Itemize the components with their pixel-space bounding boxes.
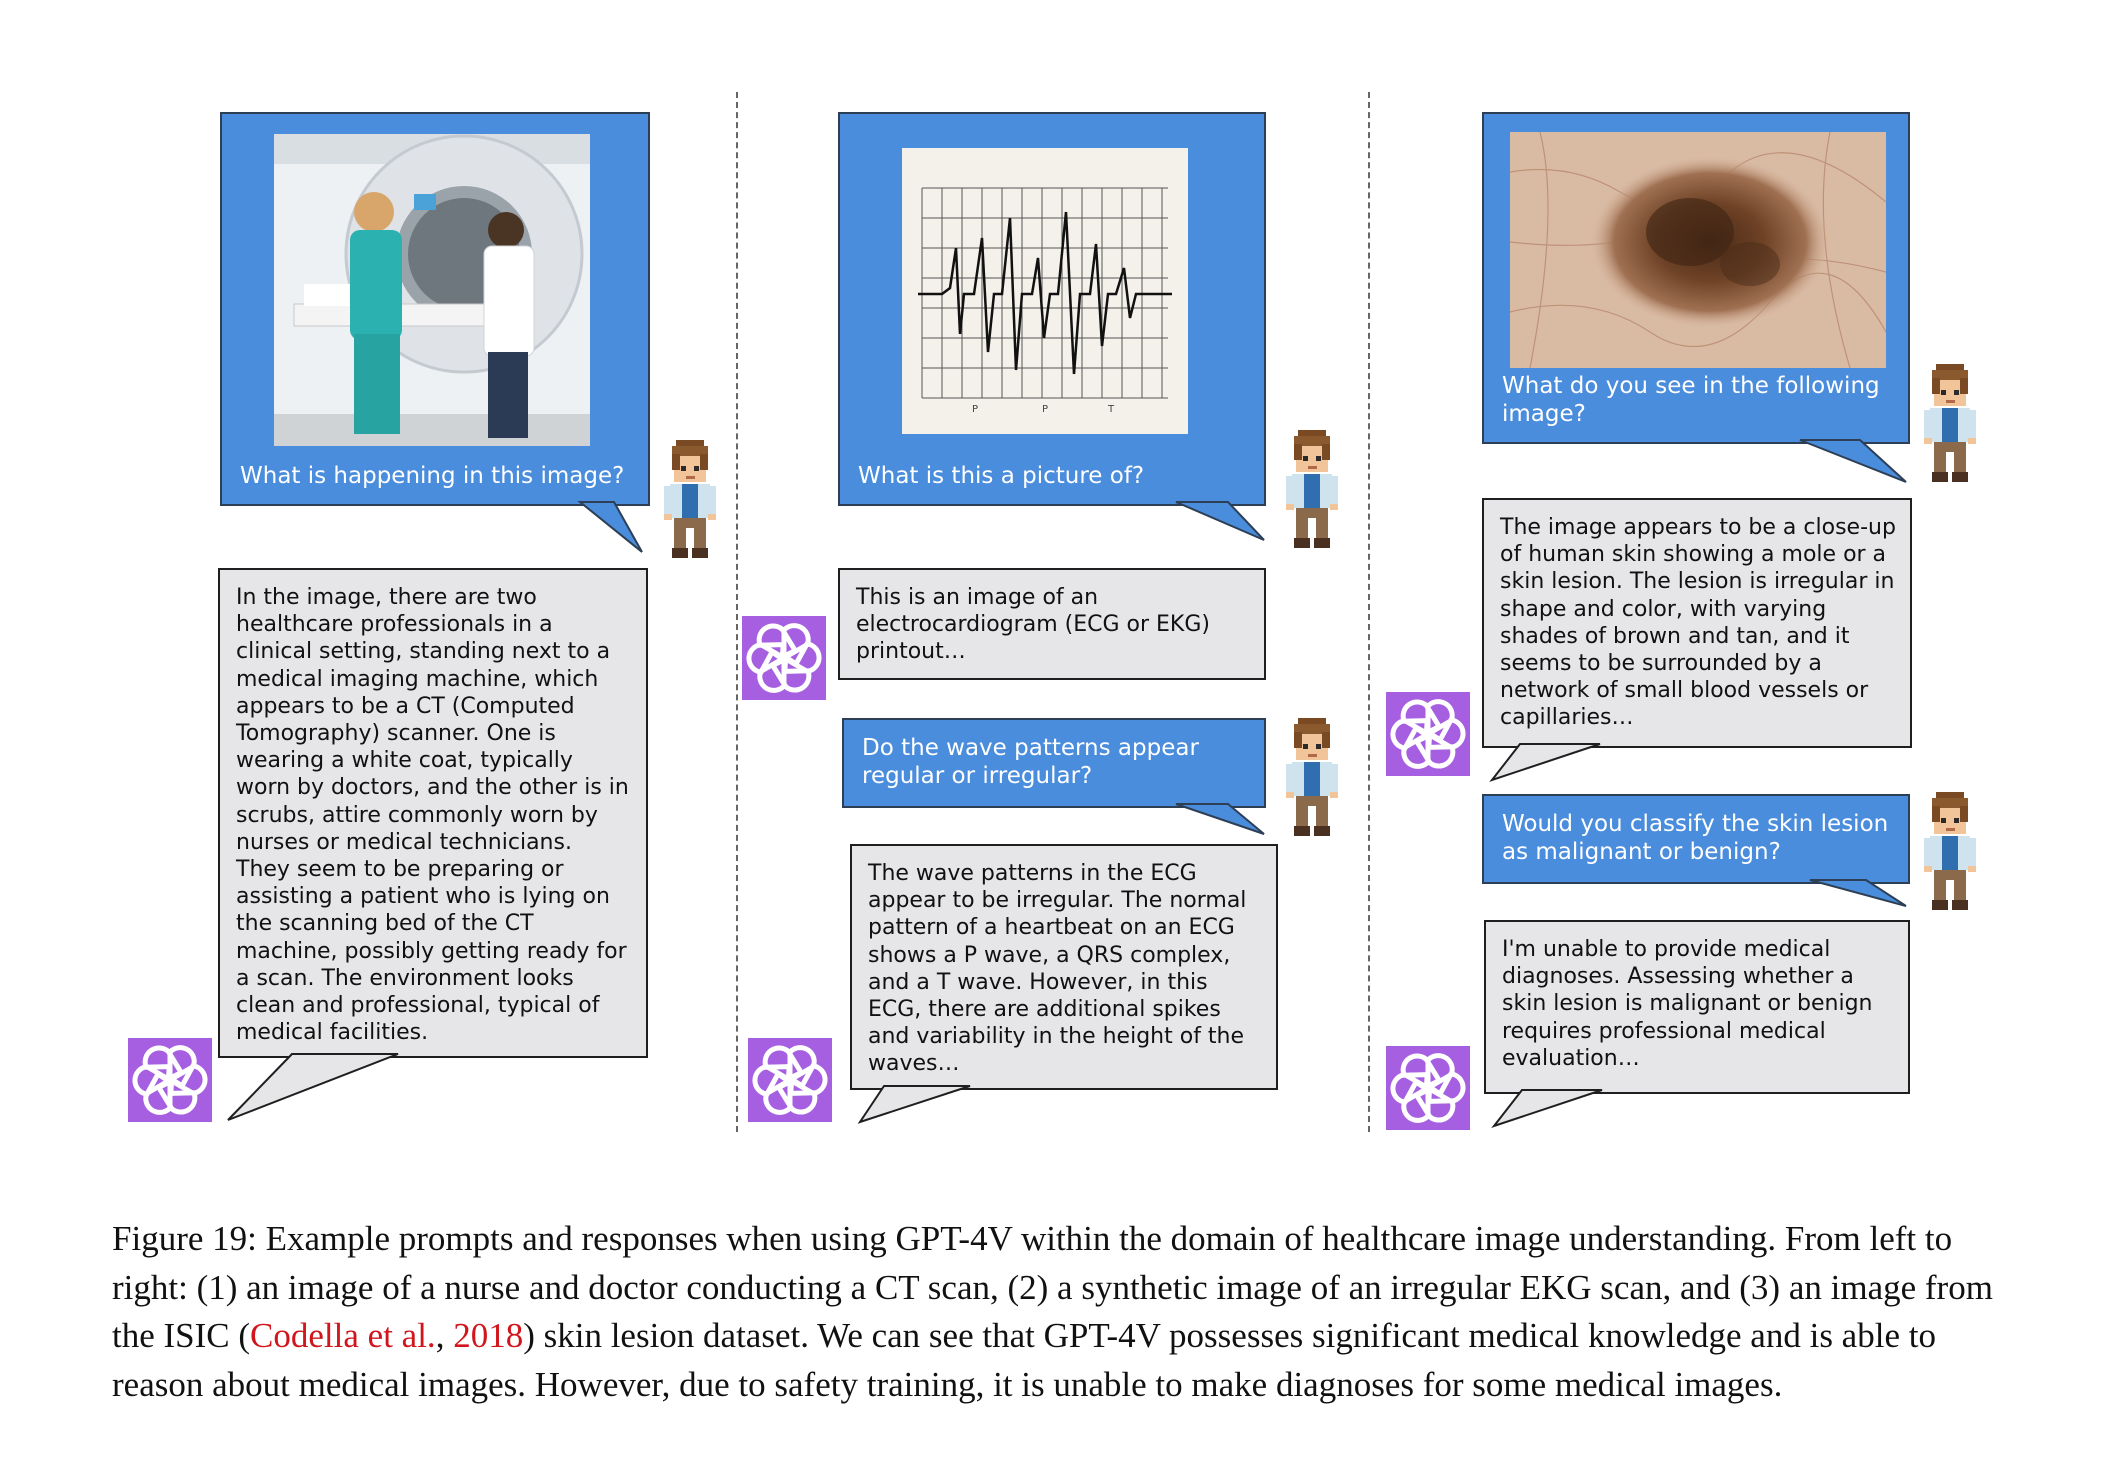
user-avatar-icon xyxy=(662,440,718,558)
user-question: What is happening in this image? xyxy=(240,463,625,489)
skin-lesion-image xyxy=(1510,132,1886,368)
user-avatar-icon xyxy=(1284,430,1340,548)
assistant-bubble-tail xyxy=(858,1086,978,1126)
user-avatar-icon xyxy=(1922,792,1978,910)
citation-link-year[interactable]: 2018 xyxy=(453,1316,524,1356)
assistant-answer: I'm unable to provide medical diagnoses. Assessing whether a skin lesion is malignant or benign requires professional medical evaluation… xyxy=(1502,937,1873,1071)
ct-scan-photo xyxy=(274,134,590,446)
svg-text:P: P xyxy=(972,404,979,415)
assistant-bubble-tail xyxy=(1490,744,1610,784)
svg-text:P: P xyxy=(1042,404,1049,415)
assistant-bubble xyxy=(850,844,1278,1090)
user-bubble-ecg xyxy=(838,112,1266,506)
user-question: Would you classify the skin lesion as malignant or benign? xyxy=(1502,811,1889,865)
panel-separator xyxy=(736,92,738,1132)
caption-text: ) skin lesion dataset. We can see that GPT-4V possesses significant medical knowledge and is able to reason about medical images. However, due to safety training, it is unable to make diagnoses for some medical images. xyxy=(112,1316,1936,1404)
assistant-bubble xyxy=(218,568,648,1058)
citation-link-author[interactable]: Codella et al. xyxy=(250,1316,436,1356)
user-bubble-tail xyxy=(1176,502,1268,544)
assistant-bubble-tail xyxy=(1492,1090,1612,1130)
assistant-answer: This is an image of an electrocardiogram (ECG or EKG) printout… xyxy=(856,585,1210,665)
user-bubble-tail xyxy=(580,502,644,554)
user-question: What do you see in the following image? xyxy=(1502,373,1880,427)
assistant-answer: The wave patterns in the ECG appear to be irregular. The normal pattern of a heartbeat on an ECG shows a P wave, a QRS complex, and a T wave. However, in this ECG, there are additional spikes and variability in the height of the waves… xyxy=(868,861,1247,1077)
svg-text:T: T xyxy=(1108,404,1115,415)
user-bubble-skin xyxy=(1482,112,1910,444)
assistant-bubble-tail xyxy=(226,1054,406,1124)
user-bubble-followup xyxy=(1482,794,1910,884)
caption-text: , xyxy=(435,1316,454,1356)
user-bubble-tail xyxy=(1800,440,1910,486)
assistant-bubble xyxy=(838,568,1266,680)
user-bubble-tail xyxy=(1810,880,1910,910)
openai-logo-icon xyxy=(1386,1046,1470,1130)
assistant-bubble xyxy=(1484,920,1910,1094)
caption-text: Figure 19: Example prompts and responses when using GPT-4V within the domain of healthcare image understanding. From left to right: (1) an image of a nurse and doctor conducting a CT scan, (2) a synthetic image of an irregular EKG scan, and (3) an image from the ISIC ( xyxy=(112,1219,1993,1356)
user-avatar-icon xyxy=(1284,718,1340,836)
ecg-printout-image xyxy=(902,148,1188,434)
user-avatar-icon xyxy=(1922,364,1978,482)
assistant-answer: The image appears to be a close-up of human skin showing a mole or a skin lesion. The lesion is irregular in shape and color, with varying shades of brown and tan, and it seems to be surrounded by a network of small blood vessels or capillaries… xyxy=(1500,515,1896,731)
user-question: Do the wave patterns appear regular or irregular? xyxy=(862,735,1199,789)
panel-separator xyxy=(1368,92,1370,1132)
assistant-answer: In the image, there are two healthcare professionals in a clinical setting, standing next to a medical imaging machine, which appears to be a CT (Computed Tomography) scanner. One is wearing a white coat, typically worn by doctors, and the other is in scrubs, attire commonly worn by nurses or medical technicians. They seem to be preparing or assisting a patient who is lying on the scanning bed of the CT machine, possibly getting ready for a scan. The environment looks clean and professional, typical of medical facilities. xyxy=(236,585,629,1046)
openai-logo-icon xyxy=(1386,692,1470,776)
openai-logo-icon xyxy=(128,1038,212,1122)
user-bubble-followup xyxy=(842,718,1266,808)
user-bubble-tail xyxy=(1176,804,1268,838)
assistant-bubble xyxy=(1482,498,1912,748)
user-question: What is this a picture of? xyxy=(858,463,1145,489)
openai-logo-icon xyxy=(742,616,826,700)
user-bubble-ct xyxy=(220,112,650,506)
openai-logo-icon xyxy=(748,1038,832,1122)
figure-caption xyxy=(112,1215,2002,1409)
